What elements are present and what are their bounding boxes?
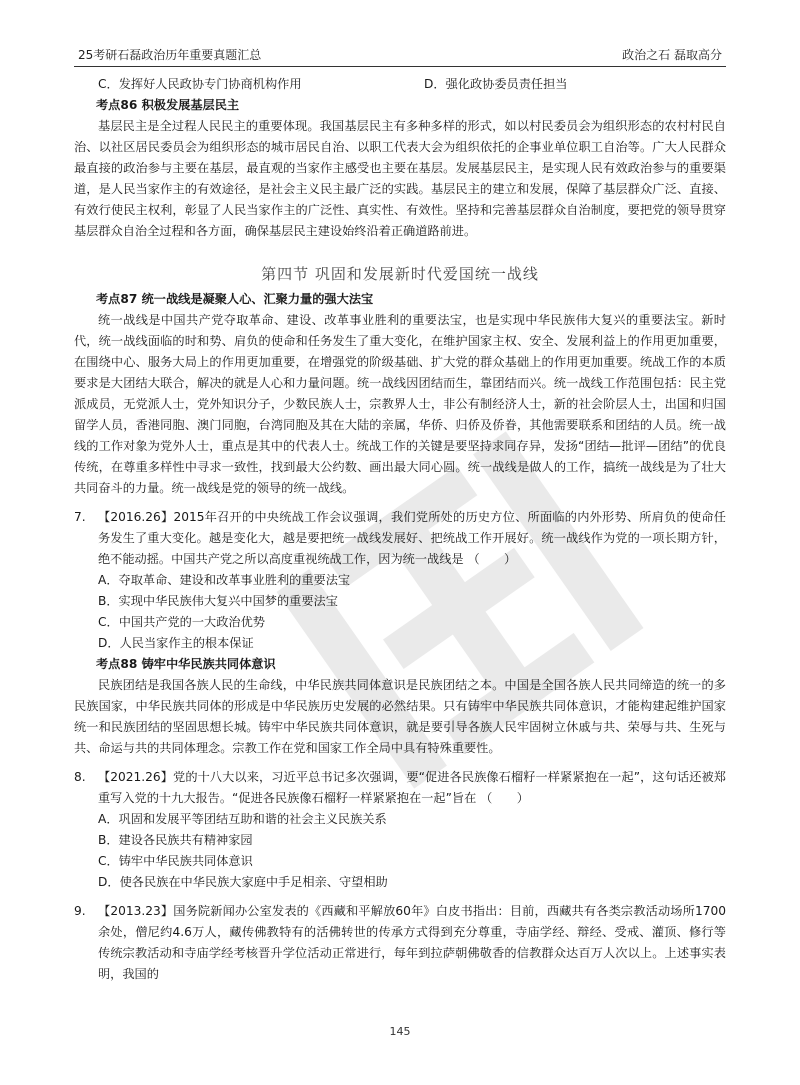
page-number: 145 bbox=[389, 1025, 411, 1038]
page-body bbox=[74, 74, 726, 985]
question-7-body bbox=[98, 507, 726, 654]
key-point-87-text: 统一战线是中国共产党夺取革命、建设、改革事业胜利的重要法宝，也是实现中华民族伟大复兴的重要法宝。新时代，统一战线面临的时和势、肩负的使命和任务发生了重大变化，在维护国家主权、安全、发展利益上的作用更加重要，在围绕中心、服务大局上的作用更加重要，在增强党的阶级基础、扩大党的群众基础上的作用更加重要。统战工作的本质要求是大团结大联合，解决的就是人心和力量问题。统一战线因团结而生，靠团结而兴。统一战线工作范围包括：民主党派成员，无党派人士，党外知识分子，少数民族人士，宗教界人士，非公有制经济人士，新的社会阶层人士，出国和归国留学人员，香港同胞、澳门同胞，台湾同胞及其在大陆的亲属，华侨、归侨及侨眷，其他需要联系和团结的人员。统一战线的工作对象为党外人士，重点是其中的代表人士。统战工作的关键是要坚持求同存异，发扬“团结—批评—团结”的优良传统，在尊重多样性中寻求一致性，找到最大公约数、画出最大同心圆。统一战线是做人的工作，搞统一战线是为了壮大共同奋斗的力量。统一战线是党的领导的统一战线。 bbox=[74, 313, 726, 495]
question-7-number: 7. bbox=[74, 510, 86, 524]
question-7-option-a: A．夺取革命、建设和改革事业胜利的重要法宝 bbox=[98, 573, 351, 587]
question-8-option-d: D．使各民族在中华民族大家庭中手足相亲、守望相助 bbox=[98, 875, 388, 889]
header-slogan: 政治之石 磊取高分 bbox=[622, 48, 722, 62]
question-7 bbox=[74, 507, 726, 654]
option-d: D．强化政协委员责任担当 bbox=[424, 77, 568, 91]
question-8-option-b: B．建设各民族共有精神家园 bbox=[98, 833, 253, 847]
question-8-option-a: A．巩固和发展平等团结互助和谐的社会主义民族关系 bbox=[98, 812, 387, 826]
question-8 bbox=[74, 767, 726, 893]
question-8-option-c: C．铸牢中华民族共同体意识 bbox=[98, 854, 253, 868]
question-7-paren: （ ） bbox=[467, 552, 517, 566]
question-7-option-b: B．实现中华民族伟大复兴中国梦的重要法宝 bbox=[98, 594, 338, 608]
question-8-stem: 【2021.26】党的十八大以来，习近平总书记多次强调，要“促进各民族像石榴籽一样紧紧抱在一起”，这句话还被郑重写入党的十九大报告。“促进各民族像石榴籽一样紧紧抱在一起”旨在 bbox=[98, 770, 726, 805]
question-8-body bbox=[98, 767, 726, 893]
question-7-option-d: D．人民当家作主的根本保证 bbox=[98, 636, 254, 650]
key-point-88-title: 考点88 铸牢中华民族共同体意识 bbox=[96, 657, 276, 671]
question-9 bbox=[74, 901, 726, 985]
question-7-stem: 【2016.26】2015年召开的中央统战工作会议强调，我们党所处的历史方位、所面临的内外形势、所肩负的使命任务发生了重大变化。越是变化大，越是要把统一战线发展好、把统战工作开展好。统一战线作为党的一项长期方针，绝不能动摇。中国共产党之所以高度重视统战工作，因为统一战线是 bbox=[98, 510, 726, 566]
question-7-option-c: C．中国共产党的一大政治优势 bbox=[98, 615, 265, 629]
question-8-paren: （ ） bbox=[480, 791, 529, 805]
key-point-87-title: 考点87 统一战线是凝聚人心、汇聚力量的强大法宝 bbox=[96, 292, 374, 306]
question-9-number: 9. bbox=[74, 904, 86, 918]
previous-question-options bbox=[74, 74, 726, 95]
section-title: 第四节 巩固和发展新时代爱国统一战线 bbox=[261, 265, 539, 283]
option-c: C．发挥好人民政协专门协商机构作用 bbox=[98, 77, 302, 91]
header-book-title: 25考研石磊政治历年重要真题汇总 bbox=[78, 48, 262, 62]
key-point-86-title: 考点86 积极发展基层民主 bbox=[96, 98, 240, 112]
question-8-number: 8. bbox=[74, 770, 86, 784]
key-point-88-text: 民族团结是我国各族人民的生命线，中华民族共同体意识是民族团结之本。中国是全国各族人民共同缔造的统一的多民族国家，中华民族共同体的形成是中华民族历史发展的必然结果。只有铸牢中华民族共同体意识，才能构建起维护国家统一和民族团结的坚固思想长城。铸牢中华民族共同体意识，就是要引导各族人民牢固树立休戚与共、荣辱与共、生死与共、命运与共的共同体理念。宗教工作在党和国家工作全局中具有特殊重要性。 bbox=[74, 678, 726, 755]
question-9-stem: 【2013.23】国务院新闻办公室发表的《西藏和平解放60年》白皮书指出：目前，西藏共有各类宗教活动场所1700余处，僧尼约4.6万人，藏传佛教特有的活佛转世的传承方式得到充分尊重，寺庙学经、辩经、受戒、灌顶、修行等传统宗教活动和寺庙学经考核晋升学位活动正常进行，每年到拉萨朝佛敬香的信教群众达百万人次以上。上述事实表明，我国的 bbox=[98, 904, 726, 981]
key-point-86-text: 基层民主是全过程人民民主的重要体现。我国基层民主有多种多样的形式，如以村民委员会为组织形态的农村村民自治、以社区居民委员会为组织形态的城市居民自治、以职工代表大会为组织依托的企事业单位职工自治等。广大人民群众最直接的政治参与主要在基层，最直观的当家作主感受也主要在基层。发展基层民主，是实现人民有效政治参与的重要渠道，是人民当家作主的有效途径，是社会主义民主最广泛的实践。基层民主的建立和发展，保障了基层群众广泛、直接、有效行使民主权利，彰显了人民当家作主的广泛性、真实性、有效性。坚持和完善基层群众自治制度，要把党的领导贯穿基层群众自治全过程和各方面，确保基层民主建设始终沿着正确道路前进。 bbox=[74, 119, 726, 238]
page-header bbox=[74, 44, 726, 67]
